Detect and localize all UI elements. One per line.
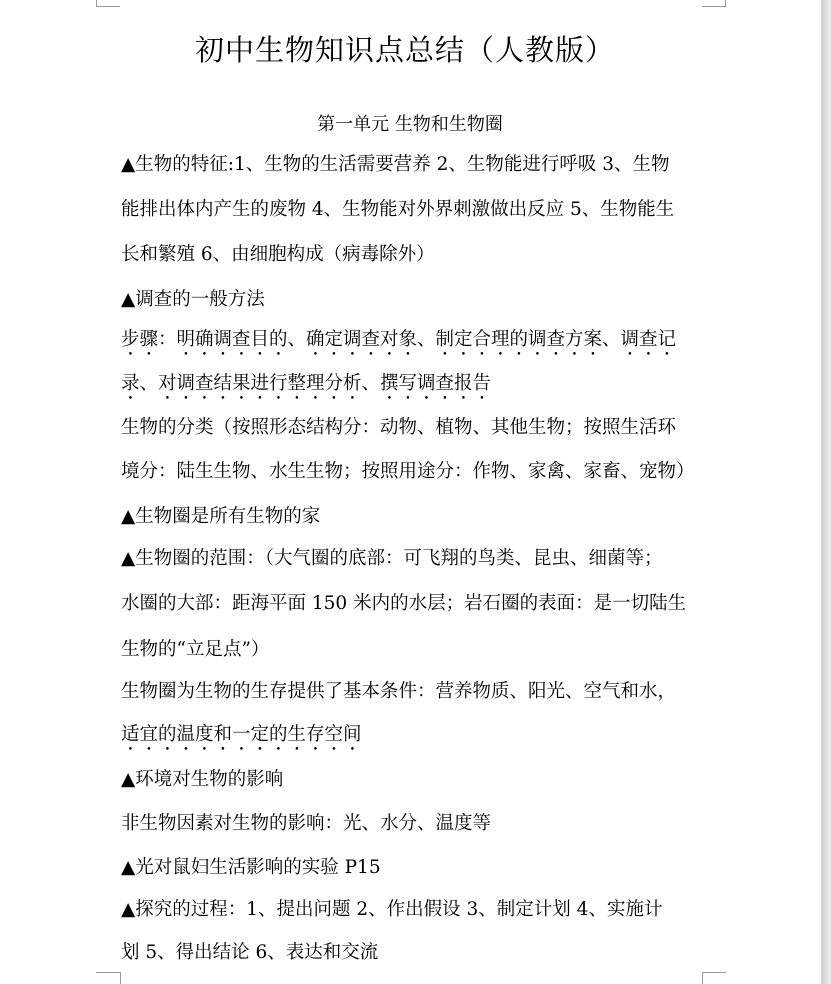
body-line: 长和繁殖 6、由细胞构成（病毒除外） bbox=[121, 244, 435, 265]
crop-mark-bottom-right bbox=[702, 972, 726, 973]
body-line: 水圈的大部：距海平面 150 米内的水层；岩石圈的表面：是一切陆生 bbox=[121, 593, 687, 614]
section-heading: ▲光对鼠妇生活影响的实验 P15 bbox=[121, 857, 381, 878]
crop-mark-top-left-h bbox=[96, 6, 120, 7]
section-heading: ▲环境对生物的影响 bbox=[121, 769, 284, 790]
section-heading: ▲生物圈是所有生物的家 bbox=[121, 506, 321, 527]
body-line: 步骤：明确调查目的、确定调查对象、制定合理的调查方案、调查记 bbox=[121, 329, 677, 350]
body-line: 能排出体内产生的废物 4、生物能对外界刺激做出反应 5、生物能生 bbox=[121, 199, 675, 220]
unit-heading: 第一单元 生物和生物圈 bbox=[317, 114, 503, 135]
section-heading: ▲调查的一般方法 bbox=[121, 289, 265, 310]
body-line: 境分：陆生生物、水生生物；按照用途分：作物、家禽、家畜、宠物） bbox=[121, 461, 695, 482]
section-heading: ▲生物圈的范围：（大气圈的底部：可飞翔的鸟类、昆虫、细菌等； bbox=[121, 548, 663, 569]
body-line: 录、对调查结果进行整理分析、撰写调查报告 bbox=[121, 373, 492, 394]
body-line: 生物圈为生物的生存提供了基本条件：营养物质、阳光、空气和水， bbox=[121, 681, 677, 702]
body-line: 生物的“立足点”） bbox=[121, 639, 270, 660]
body-line: 划 5、得出结论 6、表达和交流 bbox=[121, 942, 379, 963]
crop-mark-bottom-left-v bbox=[120, 972, 121, 984]
body-line: ▲生物的特征:1、生物的生活需要营养 2、生物能进行呼吸 3、生物 bbox=[121, 154, 670, 175]
crop-mark-top-right-h bbox=[702, 6, 726, 7]
crop-mark-bottom-left bbox=[96, 972, 120, 973]
crop-mark-bottom-right-v bbox=[702, 972, 703, 984]
body-line: 适宜的温度和一定的生存空间 bbox=[121, 724, 362, 745]
section-heading: ▲探究的过程：1、提出问题 2、作出假设 3、制定计划 4、实施计 bbox=[121, 899, 663, 920]
document-title: 初中生物知识点总结（人教版） bbox=[194, 33, 615, 67]
body-line: 生物的分类（按照形态结构分：动物、植物、其他生物；按照生活环 bbox=[121, 417, 677, 438]
page-shadow bbox=[821, 0, 831, 984]
body-line: 非生物因素对生物的影响：光、水分、温度等 bbox=[121, 813, 492, 834]
